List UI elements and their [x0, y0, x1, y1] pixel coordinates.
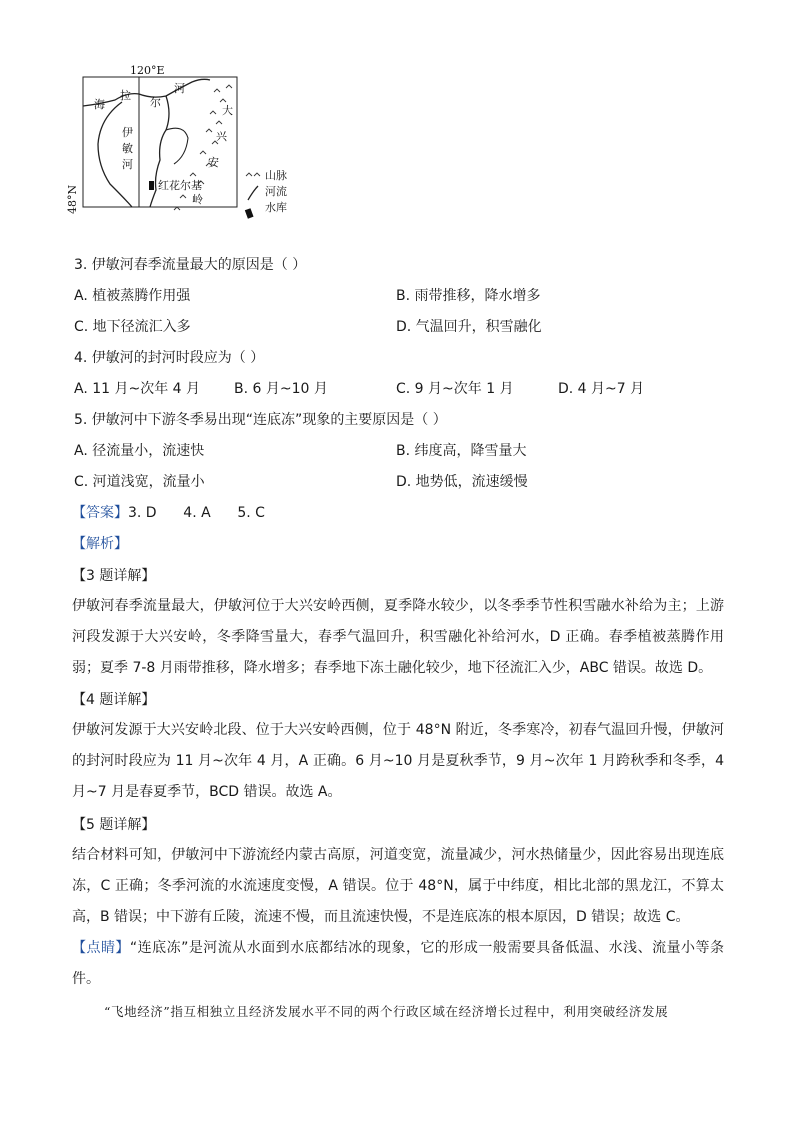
tip-label: 【点睛】	[72, 940, 130, 956]
question-4-option-b: B. 6 月~10 月	[234, 381, 328, 397]
question-3-option-b: B. 雨带推移，降水增多	[396, 288, 541, 304]
detail-3-text: 伊敏河春季流量最大，伊敏河位于大兴安岭西侧，夏季降水较少，以冬季季节性积雪融水补给为主；上游河段发源于大兴安岭，冬季降雪量大，春季气温回升，积雪融化补给河水，D 正确。春季植被蒸腾作用弱；夏季 7-8 月雨带推移，降水增多；春季地下冻土融化较少，地下径流汇入少，ABC 错误。故选 D。	[72, 598, 724, 676]
question-5-option-a: A. 径流量小，流速快	[74, 443, 205, 459]
question-5-option-c: C. 河道浅宽，流量小	[74, 474, 205, 490]
detail-5-text: 结合材料可知，伊敏河中下游流经内蒙古高原，河道变宽，流量减少，河水热储量少，因此容易出现连底冻，C 正确；冬季河流的水流速度变慢，A 错误。位于 48°N，属于中纬度，相比北部的黑龙江，不算太高，B 错误；中下游有丘陵，流速不慢，而且流速快慢，不是连底冻的根本原因，D 错误；故选 C。	[72, 847, 724, 925]
tip-paragraph	[72, 933, 724, 995]
label-hongqi: 红花尔基	[158, 179, 202, 192]
question-4-stem: 4. 伊敏河的封河时段应为（ ）	[74, 350, 265, 366]
question-5-stem: 5. 伊敏河中下游冬季易出现“连底冻”现象的主要原因是（ ）	[74, 412, 447, 428]
label-la: 拉	[120, 89, 131, 102]
label-he2: 河	[122, 158, 133, 171]
label-ling: 岭	[192, 193, 203, 206]
label-er: 尔	[150, 96, 161, 109]
map-legend	[245, 173, 260, 219]
detail-4-label: 【4 题详解】	[72, 692, 156, 708]
label-min: 敏	[122, 142, 133, 155]
label-xing: 兴	[216, 130, 227, 143]
label-da: 大	[222, 104, 233, 117]
detail-5-label: 【5 题详解】	[72, 817, 156, 833]
legend-mountain-label: 山脉	[265, 169, 287, 182]
question-4-option-a: A. 11 月~次年 4 月	[74, 381, 201, 397]
answer-label: 【答案】	[72, 505, 128, 521]
question-3-option-a: A. 植被蒸腾作用强	[74, 288, 191, 304]
detail-3-label: 【3 题详解】	[72, 568, 156, 584]
legend-reservoir-icon	[245, 208, 254, 219]
label-48n: 48°N	[66, 184, 79, 214]
tip-text: “连底冻”是河流从水面到水底都结冰的现象，它的形成一般需要具备低温、水浅、流量小等条件。	[72, 940, 724, 987]
label-hai: 海	[94, 98, 105, 111]
question-3-stem: 3. 伊敏河春季流量最大的原因是（ ）	[74, 257, 307, 273]
reservoir-marker	[149, 181, 154, 190]
label-an: 安	[208, 156, 219, 169]
legend-river-icon	[248, 186, 258, 200]
legend-river-label: 河流	[265, 185, 287, 198]
legend-reservoir-label: 水库	[265, 201, 287, 214]
east-branch	[166, 128, 188, 164]
label-120e: 120°E	[130, 64, 165, 77]
answer-line	[72, 503, 265, 523]
question-5-option-b: B. 纬度高，降雪量大	[396, 443, 527, 459]
label-he: 河	[174, 82, 185, 95]
detail-4-text: 伊敏河发源于大兴安岭北段、位于大兴安岭西侧，位于 48°N 附近，冬季寒冷，初春气温回升慢，伊敏河的封河时段应为 11 月~次年 4 月，A 正确。6 月~10 月是夏秋季节，9 月~次年 1 月跨秋季和冬季，4 月~7 月是春夏季节，BCD 错误。故选 A。	[72, 722, 724, 800]
answer-text: 3. D 4. A 5. C	[128, 505, 265, 521]
question-3-option-d: D. 气温回升，积雪融化	[396, 319, 542, 335]
legend-mountain-icon	[246, 173, 260, 176]
label-yi: 伊	[122, 126, 133, 139]
question-4-option-c: C. 9 月~次年 1 月	[396, 381, 514, 397]
next-passage-line: “飞地经济”指互相独立且经济发展水平不同的两个行政区域在经济增长过程中，利用突破经济发展	[104, 1004, 669, 1019]
question-3-option-c: C. 地下径流汇入多	[74, 319, 191, 335]
river-map	[66, 64, 270, 236]
question-5-option-d: D. 地势低，流速缓慢	[396, 474, 528, 490]
analysis-label: 【解析】	[72, 536, 128, 552]
question-4-option-d: D. 4 月~7 月	[558, 381, 645, 397]
